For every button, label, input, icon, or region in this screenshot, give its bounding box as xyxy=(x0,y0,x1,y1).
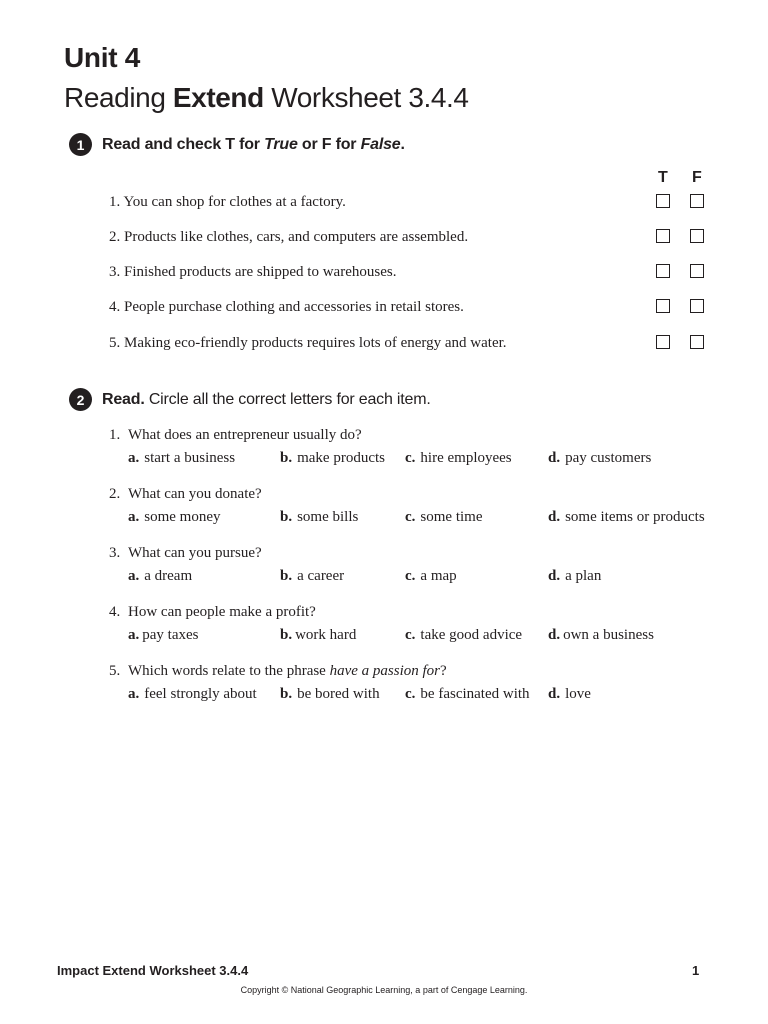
option-text: be fascinated with xyxy=(420,686,530,702)
question-text: What can you pursue? xyxy=(128,545,262,561)
option-letter: d. xyxy=(548,686,561,702)
false-checkbox-1[interactable] xyxy=(690,194,704,208)
instr-bold: Read. xyxy=(102,390,145,408)
option-letter: b. xyxy=(280,509,293,525)
false-checkbox-2[interactable] xyxy=(690,229,704,243)
option-text: feel strongly about xyxy=(144,686,257,702)
title-prefix: Reading xyxy=(64,82,173,113)
q5-option-b[interactable] xyxy=(280,686,380,703)
true-checkbox-5[interactable] xyxy=(656,335,670,349)
tf-statement-2: 2. Products like clothes, cars, and computers are assembled. xyxy=(109,229,469,245)
option-text: some bills xyxy=(297,509,359,525)
question-phrase: have a passion for xyxy=(329,663,441,679)
option-text: some items or products xyxy=(565,509,705,525)
question-text: Which words relate to the phrase xyxy=(128,663,330,679)
question-text: How can people make a profit? xyxy=(128,604,316,620)
false-checkbox-5[interactable] xyxy=(690,335,704,349)
question-number: 1. xyxy=(109,427,121,443)
tf-statement-5: 5. Making eco-friendly products requires lots of energy and water. xyxy=(109,335,507,351)
option-letter: b. xyxy=(280,627,293,643)
section-1-instruction xyxy=(102,136,405,154)
tf-statement-1: 1. You can shop for clothes at a factory. xyxy=(109,194,346,210)
option-letter: d. xyxy=(548,568,561,584)
q3-option-d[interactable] xyxy=(548,568,601,585)
option-text: some money xyxy=(144,509,221,525)
q4-option-d[interactable] xyxy=(548,627,654,644)
q2-option-b[interactable] xyxy=(280,509,358,526)
q5-option-a[interactable] xyxy=(128,686,257,703)
instr-false: False xyxy=(360,135,401,153)
section-2-instruction xyxy=(102,391,431,409)
question-number: 4. xyxy=(109,604,121,620)
instr-true: True xyxy=(264,135,298,153)
option-text: love xyxy=(565,686,591,702)
option-text: start a business xyxy=(144,450,236,466)
question-5 xyxy=(109,663,447,680)
question-number: 5. xyxy=(109,663,121,679)
section-number-badge: 1 xyxy=(69,133,92,156)
option-text: be bored with xyxy=(297,686,380,702)
instr-part: . xyxy=(400,135,405,153)
instr-part: or F for xyxy=(297,135,361,153)
q3-option-b[interactable] xyxy=(280,568,344,585)
question-2 xyxy=(109,486,262,503)
option-letter: c. xyxy=(405,686,416,702)
copyright-notice: Copyright © National Geographic Learning, a part of Cengage Learning. xyxy=(240,985,528,995)
question-text: What can you donate? xyxy=(128,486,262,502)
option-text: work hard xyxy=(295,627,357,643)
true-checkbox-4[interactable] xyxy=(656,299,670,313)
q2-option-d[interactable] xyxy=(548,509,705,526)
option-letter: b. xyxy=(280,450,293,466)
option-text: a map xyxy=(420,568,457,584)
option-text: a dream xyxy=(144,568,193,584)
q4-option-a[interactable] xyxy=(128,627,198,644)
section-2-heading xyxy=(69,388,431,411)
true-checkbox-3[interactable] xyxy=(656,264,670,278)
option-letter: c. xyxy=(405,450,416,466)
option-text: own a business xyxy=(563,627,654,643)
q4-option-c[interactable] xyxy=(405,627,522,644)
option-letter: a. xyxy=(128,686,140,702)
option-text: a career xyxy=(297,568,345,584)
question-3 xyxy=(109,545,262,562)
q1-option-d[interactable] xyxy=(548,450,651,467)
q2-option-a[interactable] xyxy=(128,509,221,526)
question-number: 3. xyxy=(109,545,121,561)
question-4 xyxy=(109,604,316,621)
true-checkbox-2[interactable] xyxy=(656,229,670,243)
q4-option-b[interactable] xyxy=(280,627,356,644)
option-letter: b. xyxy=(280,686,293,702)
option-letter: a. xyxy=(128,450,140,466)
q2-option-c[interactable] xyxy=(405,509,483,526)
question-number: 2. xyxy=(109,486,121,502)
question-text: ? xyxy=(440,663,447,679)
option-text: a plan xyxy=(565,568,602,584)
tf-statement-3: 3. Finished products are shipped to warehouses. xyxy=(109,264,397,280)
q3-option-c[interactable] xyxy=(405,568,457,585)
title-bold: Extend xyxy=(172,82,264,113)
column-header-false: F xyxy=(692,169,702,186)
column-header-true: T xyxy=(658,169,668,186)
option-letter: a. xyxy=(128,568,140,584)
option-text: make products xyxy=(297,450,385,466)
true-checkbox-1[interactable] xyxy=(656,194,670,208)
option-text: hire employees xyxy=(420,450,512,466)
q1-option-a[interactable] xyxy=(128,450,235,467)
option-letter: b. xyxy=(280,568,293,584)
tf-statement-4: 4. People purchase clothing and accessories in retail stores. xyxy=(109,299,464,315)
instr-part: Read and check T for xyxy=(102,135,265,153)
question-1 xyxy=(109,427,362,444)
option-letter: c. xyxy=(405,509,416,525)
q5-option-c[interactable] xyxy=(405,686,530,703)
title-suffix: Worksheet 3.4.4 xyxy=(263,82,469,113)
q1-option-b[interactable] xyxy=(280,450,385,467)
option-letter: a. xyxy=(128,627,140,643)
option-text: pay taxes xyxy=(142,627,199,643)
worksheet-title xyxy=(64,82,469,114)
question-text: What does an entrepreneur usually do? xyxy=(128,427,362,443)
option-text: take good advice xyxy=(420,627,523,643)
instr-rest: Circle all the correct letters for each item. xyxy=(144,390,431,408)
section-1-heading xyxy=(69,133,405,156)
option-letter: d. xyxy=(548,450,561,466)
false-checkbox-4[interactable] xyxy=(690,299,704,313)
q3-option-a[interactable] xyxy=(128,568,192,585)
option-letter: c. xyxy=(405,627,416,643)
q5-option-d[interactable] xyxy=(548,686,591,703)
option-letter: a. xyxy=(128,509,140,525)
q1-option-c[interactable] xyxy=(405,450,512,467)
option-text: pay customers xyxy=(565,450,652,466)
option-text: some time xyxy=(420,509,483,525)
section-number-badge: 2 xyxy=(69,388,92,411)
page-number: 1 xyxy=(692,963,700,978)
option-letter: c. xyxy=(405,568,416,584)
footer-worksheet-name: Impact Extend Worksheet 3.4.4 xyxy=(57,963,249,978)
unit-title: Unit 4 xyxy=(64,42,140,73)
option-letter: d. xyxy=(548,627,561,643)
false-checkbox-3[interactable] xyxy=(690,264,704,278)
option-letter: d. xyxy=(548,509,561,525)
